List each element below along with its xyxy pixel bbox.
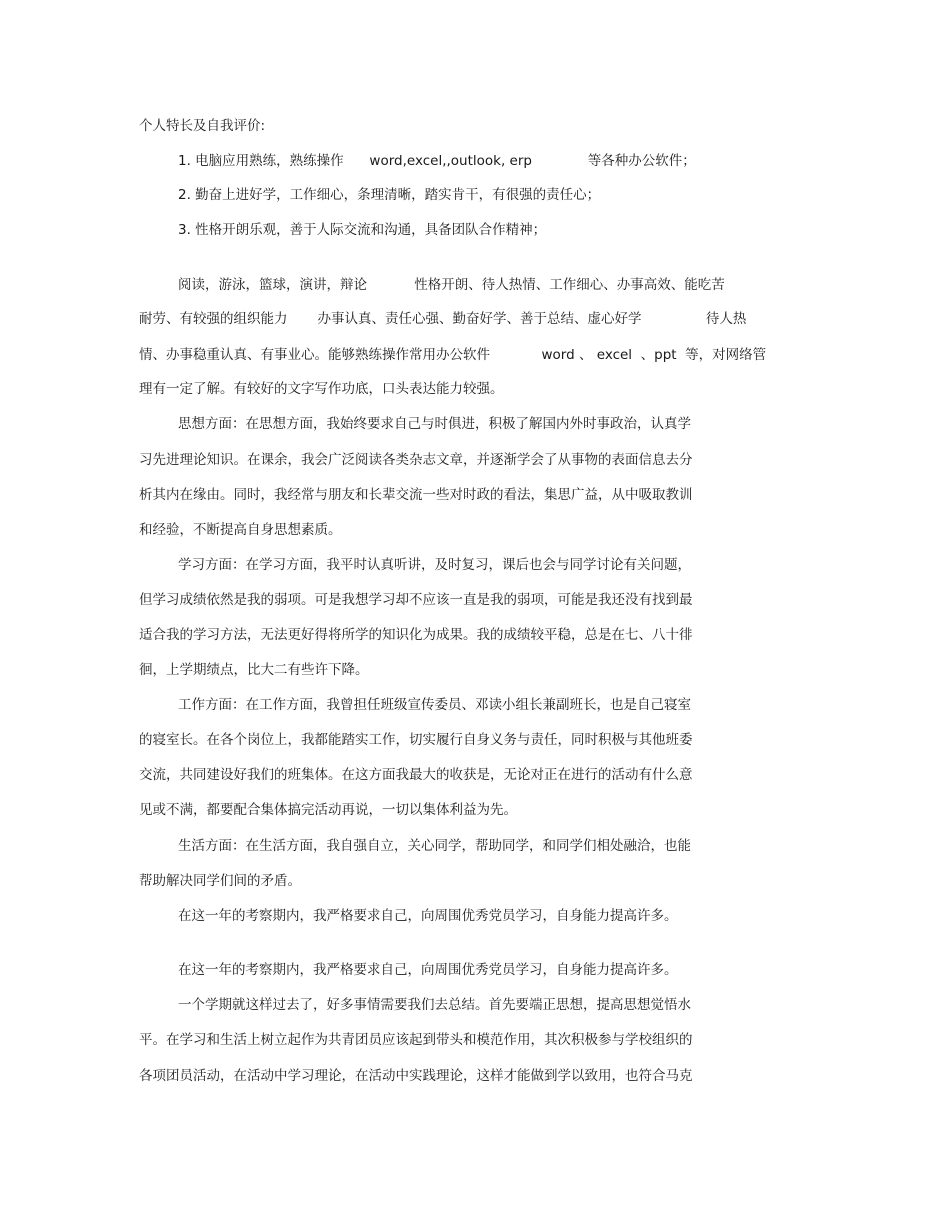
work-paragraph-line-1: 工作方面：在工作方面，我曾担任班级宣传委员、邓读小组长兼副班长，也是自己寝室 <box>178 697 691 713</box>
life-paragraph-line-1: 生活方面：在生活方面，我自强自立，关心同学，帮助同学，和同学们相处融洽，也能 <box>178 838 691 854</box>
skill-item-3: 3. 性格开朗乐观，善于人际交流和沟通，具备团队合作精神； <box>178 222 547 238</box>
life-paragraph-line-2: 帮助解决同学们间的矛盾。 <box>139 873 301 889</box>
skill-item-2: 2. 勤奋上进好学，工作细心，条理清晰，踏实肯干，有很强的责任心； <box>178 187 601 203</box>
study-paragraph-line-3: 适合我的学习方法，无法更好得将所学的知识化为成果。我的成绩较平稳，总是在七、八十徘 <box>139 627 693 643</box>
study-paragraph-line-4: 徊，上学期绩点，比大二有些许下降。 <box>139 662 369 678</box>
section-heading: 个人特长及自我评价: <box>139 118 266 134</box>
thought-paragraph-line-3: 析其内在缘由。同时，我经常与朋友和长辈交流一些对时政的看法，集思广益，从中吸取教训 <box>139 487 693 503</box>
summary-paragraph-line-1: 一个学期就这样过去了，好多事情需要我们去总结。首先要端正思想，提高思想觉悟水 <box>178 997 691 1013</box>
work-paragraph-line-2: 的寝室长。在各个岗位上，我都能踏实工作，切实履行自身义务与责任，同时积极与其他班委 <box>139 732 693 748</box>
period-sentence-1: 在这一年的考察期内，我严格要求自己，向周围优秀党员学习，自身能力提高许多。 <box>178 908 678 924</box>
work-paragraph-line-3: 交流，共同建设好我们的班集体。在这方面我最大的收获是，无论对正在进行的活动有什么意 <box>139 767 693 783</box>
thought-paragraph-line-2: 习先进理论知识。在课余，我会广泛阅读各类杂志文章，并逐渐学会了从事物的表面信息去分 <box>139 452 693 468</box>
thought-paragraph-line-4: 和经验，不断提高自身思想素质。 <box>139 522 342 538</box>
hobbies-line-2: 耐劳、有较强的组织能力 办事认真、责任心强、勤奋好学、善于总结、虚心好学 待人热 <box>139 311 747 327</box>
study-paragraph-line-1: 学习方面：在学习方面，我平时认真听讲，及时复习，课后也会与同学讨论有关问题， <box>178 557 691 573</box>
skill-item-1: 1. 电脑应用熟练，熟练操作 word,excel,,outlook, erp 等各种办公软件； <box>178 153 696 169</box>
period-sentence-2: 在这一年的考察期内，我严格要求自己，向周围优秀党员学习，自身能力提高许多。 <box>178 962 678 978</box>
hobbies-line-1: 阅读，游泳，篮球，演讲，辩论 性格开朗、待人热情、工作细心、办事高效、能吃苦 <box>178 277 725 293</box>
study-paragraph-line-2: 但学习成绩依然是我的弱项。可是我想学习却不应该一直是我的弱项，可能是我还没有找到最 <box>139 592 693 608</box>
thought-paragraph-line-1: 思想方面：在思想方面，我始终要求自己与时俱进，积极了解国内外时事政治，认真学 <box>178 416 691 432</box>
summary-paragraph-line-2: 平。在学习和生活上树立起作为共青团员应该起到带头和模范作用，其次积极参与学校组织的 <box>139 1032 693 1048</box>
hobbies-line-3: 情、办事稳重认真、有事业心。能够熟练操作常用办公软件 word 、 excel 、ppt 等，对网络管 <box>139 347 767 363</box>
work-paragraph-line-4: 见或不满，都要配合集体搞完活动再说，一切以集体利益为先。 <box>139 802 517 818</box>
summary-paragraph-line-3: 各项团员活动，在活动中学习理论，在活动中实践理论，这样才能做到学以致用，也符合马克 <box>139 1068 693 1084</box>
hobbies-line-4: 理有一定了解。有较好的文字写作功底，口头表达能力较强。 <box>139 381 504 397</box>
